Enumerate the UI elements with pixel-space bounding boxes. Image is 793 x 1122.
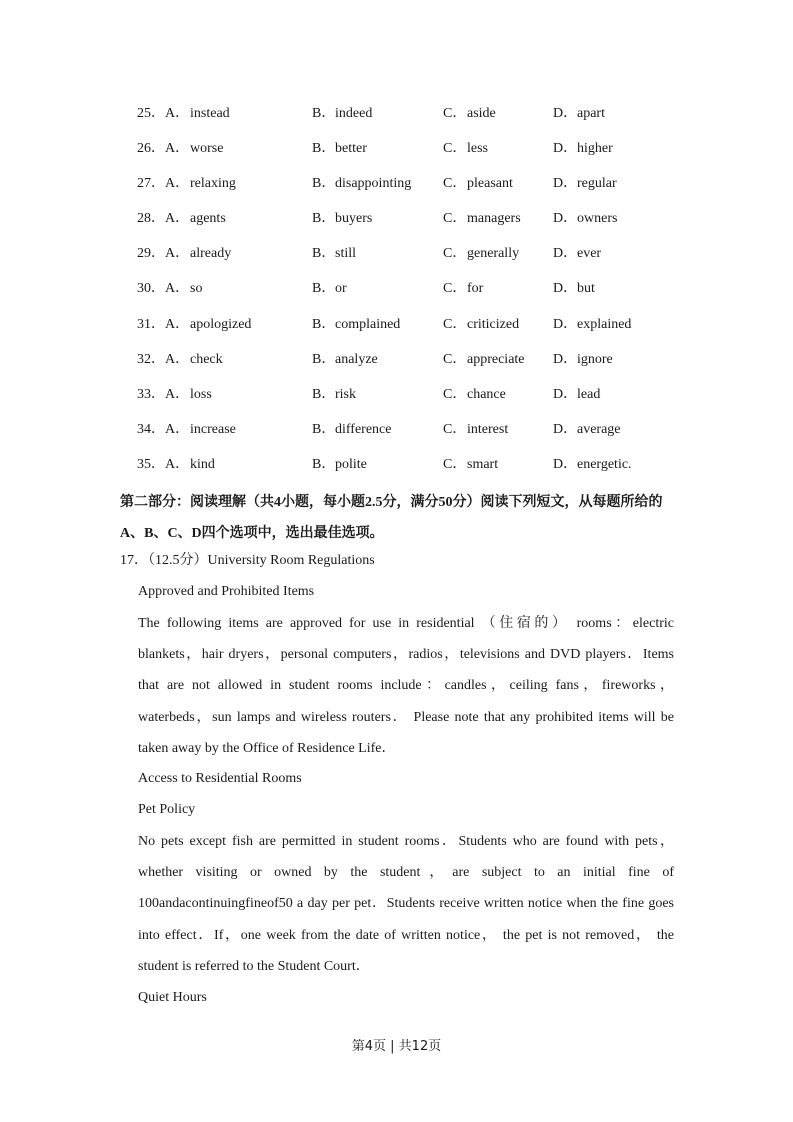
option-d-letter: D． bbox=[553, 386, 578, 402]
option-c-text: appreciate bbox=[467, 351, 525, 367]
option-d-letter: D． bbox=[553, 316, 578, 332]
option-c-text: interest bbox=[467, 421, 509, 437]
option-row bbox=[0, 244, 793, 279]
option-b-letter: B． bbox=[312, 316, 336, 332]
option-b-text: buyers bbox=[335, 211, 373, 227]
option-c-text: aside bbox=[467, 106, 496, 121]
option-b-letter: B． bbox=[312, 106, 336, 121]
option-row bbox=[0, 455, 793, 490]
paragraph-pet-policy: No pets except fish are permitted in student rooms．Students who are found with pets，whether visiting or owned by the student，are subject to an initial fine of 100andacontinuingfineof50 a day per pet．Students receive written notice when the fine goes into effect．If，one week from the date of written notice， the pet is not removed， the student is referred to the Student Court． bbox=[138, 834, 674, 974]
option-a-text: worse bbox=[190, 141, 224, 157]
option-d-text: higher bbox=[577, 141, 613, 157]
option-d-text: ever bbox=[577, 246, 602, 262]
option-d-text: apart bbox=[577, 106, 605, 121]
option-d-text: lead bbox=[577, 386, 601, 402]
option-b-text: indeed bbox=[335, 106, 373, 121]
option-c-letter: C． bbox=[443, 421, 467, 437]
subheading-approved-items: Approved and Prohibited Items bbox=[138, 584, 315, 599]
option-a-text: increase bbox=[190, 421, 236, 437]
question-number: 27．A． bbox=[137, 176, 190, 192]
option-d-text: regular bbox=[577, 176, 617, 192]
option-b-text: or bbox=[335, 281, 347, 297]
option-d-text: ignore bbox=[577, 351, 613, 367]
option-a-text: loss bbox=[190, 386, 212, 402]
option-row bbox=[0, 315, 793, 350]
option-c-letter: C． bbox=[443, 176, 467, 192]
option-c-text: smart bbox=[467, 456, 499, 472]
option-row bbox=[0, 139, 793, 174]
question-number: 26．A． bbox=[137, 141, 190, 157]
option-d-letter: D． bbox=[553, 106, 578, 121]
option-b-letter: B． bbox=[312, 211, 336, 227]
option-row bbox=[0, 350, 793, 385]
question-number: 29．A． bbox=[137, 246, 190, 262]
question-number: 25．A． bbox=[137, 106, 190, 121]
option-a-text: instead bbox=[190, 106, 230, 121]
option-list bbox=[0, 104, 793, 490]
option-c-text: generally bbox=[467, 246, 520, 262]
page-footer: 第4页 | 共12页 bbox=[351, 1039, 442, 1054]
option-c-letter: C． bbox=[443, 316, 467, 332]
option-c-letter: C． bbox=[443, 141, 467, 157]
question-title: 17．（12.5分）University Room Regulations bbox=[120, 553, 375, 568]
option-b-text: better bbox=[335, 141, 367, 157]
option-a-text: check bbox=[190, 351, 223, 367]
option-b-letter: B． bbox=[312, 246, 336, 262]
option-b-text: analyze bbox=[335, 351, 378, 367]
question-number: 31．A． bbox=[137, 316, 190, 332]
option-b-letter: B． bbox=[312, 176, 336, 192]
paragraph-items: The following items are approved for use in residential （住宿的） rooms：electric blankets，hair dryers，personal computers，radios，televisions and DVD players．Items that are not allowed in student rooms include：candles，ceiling fans，fireworks，waterbeds，sun lamps and wireless routers． Please note that any prohibited items will be taken away by the Office of Residence Life． bbox=[138, 616, 674, 756]
option-b-letter: B． bbox=[312, 351, 336, 367]
option-d-letter: D． bbox=[553, 141, 578, 157]
option-c-letter: C． bbox=[443, 386, 467, 402]
option-b-text: still bbox=[335, 246, 357, 262]
option-b-letter: B． bbox=[312, 386, 336, 402]
option-c-letter: C． bbox=[443, 246, 467, 262]
option-c-text: less bbox=[467, 141, 488, 157]
question-number: 28．A． bbox=[137, 211, 190, 227]
option-row bbox=[0, 420, 793, 455]
option-row bbox=[0, 174, 793, 209]
option-row bbox=[0, 209, 793, 244]
subheading-pet-policy: Pet Policy bbox=[138, 802, 196, 817]
option-a-text: already bbox=[190, 246, 232, 262]
option-c-letter: C． bbox=[443, 351, 467, 367]
option-c-text: pleasant bbox=[467, 176, 513, 192]
option-c-text: managers bbox=[467, 211, 521, 227]
option-d-letter: D． bbox=[553, 211, 578, 227]
option-d-letter: D． bbox=[553, 456, 578, 472]
option-d-text: energetic. bbox=[577, 456, 632, 472]
option-a-text: relaxing bbox=[190, 176, 236, 192]
option-b-text: disappointing bbox=[335, 176, 412, 192]
option-d-letter: D． bbox=[553, 351, 578, 367]
option-c-letter: C． bbox=[443, 211, 467, 227]
option-row bbox=[0, 385, 793, 420]
option-c-text: criticized bbox=[467, 316, 520, 332]
question-number: 33．A． bbox=[137, 386, 190, 402]
subheading-quiet-hours: Quiet Hours bbox=[138, 990, 207, 1005]
option-b-text: risk bbox=[335, 386, 356, 402]
option-a-text: so bbox=[190, 281, 203, 297]
option-a-text: kind bbox=[190, 456, 215, 472]
option-row bbox=[0, 279, 793, 314]
option-b-letter: B． bbox=[312, 141, 336, 157]
question-number: 34．A． bbox=[137, 421, 190, 437]
option-b-letter: B． bbox=[312, 281, 336, 297]
question-number: 35．A． bbox=[137, 456, 190, 472]
option-a-text: apologized bbox=[190, 316, 252, 332]
subheading-access: Access to Residential Rooms bbox=[138, 771, 302, 786]
option-c-letter: C． bbox=[443, 106, 467, 121]
option-d-text: average bbox=[577, 421, 621, 437]
option-b-text: complained bbox=[335, 316, 401, 332]
option-d-text: owners bbox=[577, 211, 618, 227]
option-d-letter: D． bbox=[553, 421, 578, 437]
question-number: 32．A． bbox=[137, 351, 190, 367]
option-d-letter: D． bbox=[553, 246, 578, 262]
section-heading: 第二部分：阅读理解（共4小题，每小题2.5分，满分50分）阅读下列短文，从每题所给的A、B、C、D四个选项中，选出最佳选项。 bbox=[120, 495, 663, 541]
option-d-letter: D． bbox=[553, 281, 578, 297]
option-c-letter: C． bbox=[443, 281, 467, 297]
option-b-letter: B． bbox=[312, 456, 336, 472]
option-row bbox=[0, 104, 793, 139]
option-b-text: difference bbox=[335, 421, 392, 437]
option-b-letter: B． bbox=[312, 421, 336, 437]
option-d-text: explained bbox=[577, 316, 632, 332]
option-d-letter: D． bbox=[553, 176, 578, 192]
option-c-text: chance bbox=[467, 386, 506, 402]
question-number: 30．A． bbox=[137, 281, 190, 297]
option-b-text: polite bbox=[335, 456, 367, 472]
option-a-text: agents bbox=[190, 211, 226, 227]
option-c-letter: C． bbox=[443, 456, 467, 472]
option-d-text: but bbox=[577, 281, 595, 297]
option-c-text: for bbox=[467, 281, 484, 297]
